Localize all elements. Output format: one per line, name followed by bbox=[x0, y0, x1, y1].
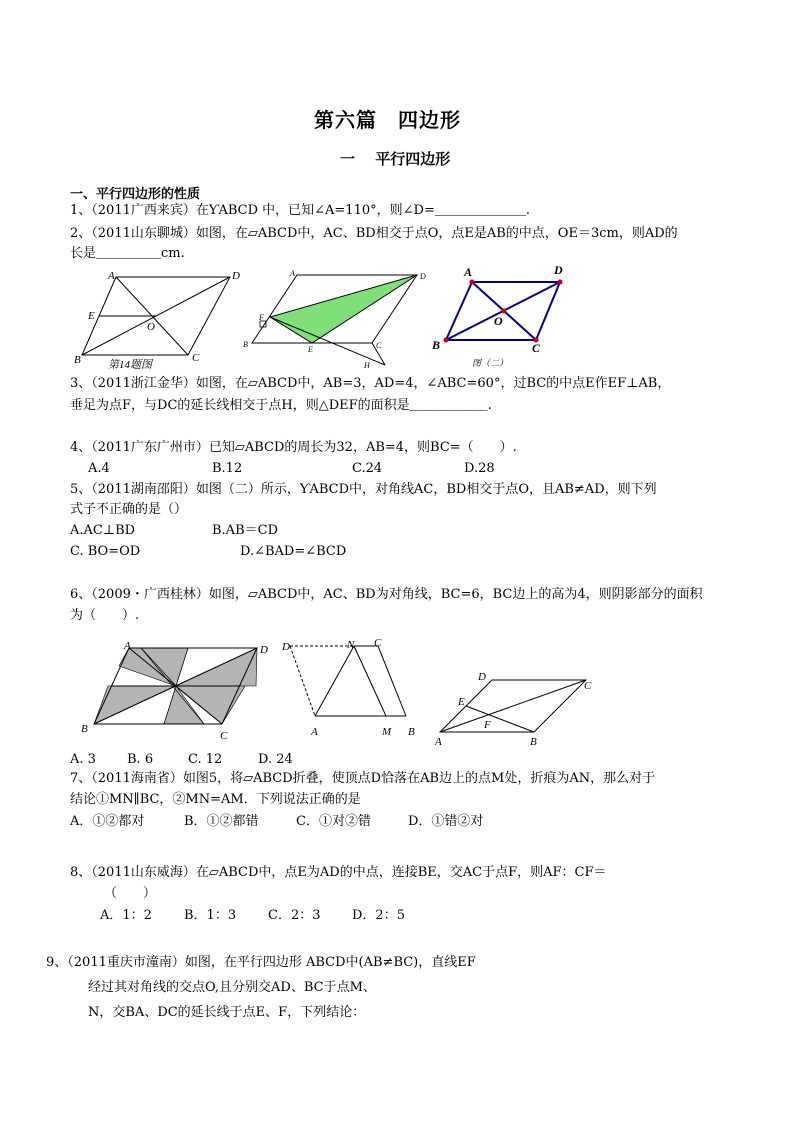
figure-caption: 图（二） bbox=[472, 358, 509, 368]
q5-option-c: C. BO=OD bbox=[70, 544, 141, 559]
label-c: C bbox=[584, 680, 592, 692]
label-a: A bbox=[464, 265, 473, 279]
label-h: H bbox=[364, 361, 370, 370]
q6-option-c: C. 12 bbox=[188, 752, 223, 767]
label-e: E bbox=[458, 696, 465, 708]
question-7-line2: 结论①MN∥BC，②MN=AM．下列说法正确的是 bbox=[70, 792, 361, 807]
label-o: O bbox=[494, 314, 503, 328]
q5-option-b: B.AB＝CD bbox=[212, 523, 278, 538]
label-b: B bbox=[530, 736, 537, 748]
q5-option-a: A.AC⊥BD bbox=[70, 523, 136, 538]
q7-option-a: A．①②都对 bbox=[70, 814, 145, 829]
label-a: A bbox=[435, 736, 442, 748]
question-2-line1: 2、（2011山东聊城）如图，在▱ABCD中，AC、BD相交于点O，点E是AB的中点，OE＝3cm，则AD的 bbox=[70, 226, 678, 241]
question-2-line2: 长是＿＿＿＿＿cm. bbox=[70, 246, 185, 261]
question-8-line1: 8、（2011山东威海）在▱ABCD中，点E为AD的中点，连接BE，交AC于点F，则AF：CF＝ bbox=[70, 865, 607, 880]
label-b: B bbox=[81, 723, 88, 735]
question-9-line3: N，交BA、DC的延长线于点E、F，下列结论： bbox=[88, 1005, 366, 1020]
q4-option-d: D.28 bbox=[464, 461, 495, 476]
label-d: D bbox=[232, 270, 240, 282]
label-c: C bbox=[374, 637, 382, 649]
question-1: 1、（2011广西来宾）在ƳABCD 中，已知∠A=110°，则∠D=＿＿＿＿＿＿＿. bbox=[70, 203, 530, 218]
label-d: D bbox=[554, 263, 563, 277]
q6-option-d: D. 24 bbox=[258, 752, 293, 767]
label-c: C bbox=[192, 352, 200, 364]
label-f: F bbox=[259, 313, 264, 322]
q5-option-d: D.∠BAD=∠BCD bbox=[240, 544, 347, 559]
label-a: A bbox=[290, 269, 295, 278]
label-c: C bbox=[532, 341, 541, 355]
label-b: B bbox=[432, 338, 441, 352]
label-a: A bbox=[124, 640, 131, 652]
label-b: B bbox=[243, 340, 248, 349]
label-d: D bbox=[260, 644, 268, 656]
label-b: B bbox=[408, 726, 415, 738]
q4-option-a: A.4 bbox=[88, 461, 110, 476]
label-d: D bbox=[282, 641, 290, 653]
label-o: O bbox=[147, 321, 155, 333]
figure-parallelogram-ef bbox=[430, 665, 600, 750]
label-d: D bbox=[478, 671, 486, 683]
figure-shaded-pinwheel bbox=[78, 636, 274, 746]
figure-14-parallelogram bbox=[70, 265, 250, 370]
q6-option-a: A. 3 bbox=[70, 752, 96, 767]
label-n: N bbox=[347, 639, 355, 651]
label-b: B bbox=[74, 354, 81, 366]
question-4: 4、（2011广东广州市）已知▱ABCD的周长为32，AB=4，则BC=（ ）. bbox=[70, 440, 517, 455]
label-d: D bbox=[420, 272, 426, 281]
question-3-line2: 垂足为点F，与DC的延长线相交于点H，则△DEF的面积是＿＿＿＿＿＿. bbox=[70, 398, 492, 413]
q7-option-d: D．①错②对 bbox=[408, 814, 484, 829]
figure-shaded-triangle bbox=[240, 265, 430, 370]
label-c: C bbox=[220, 730, 228, 742]
label-m: M bbox=[382, 726, 392, 738]
question-8-line2: （ ） bbox=[104, 886, 157, 901]
label-f: F bbox=[484, 719, 491, 731]
question-5-line2: 式子不正确的是（） bbox=[70, 502, 188, 517]
q8-option-a: A．1：2 bbox=[100, 908, 152, 923]
figure-2-parallelogram bbox=[430, 262, 580, 370]
label-a: A bbox=[311, 726, 318, 738]
page-title: 第六篇 四边形 bbox=[314, 108, 461, 132]
question-6-line2: 为（ ）. bbox=[70, 608, 140, 623]
q7-option-b: B．①②都错 bbox=[184, 814, 259, 829]
q6-option-b: B. 6 bbox=[127, 752, 154, 767]
q8-option-d: D．2：5 bbox=[352, 908, 405, 923]
q8-option-c: C．2：3 bbox=[268, 908, 321, 923]
question-9-line2: 经过其对角线的交点O,且分别交AD、BC于点M、 bbox=[88, 980, 376, 995]
q7-option-c: C．①对②错 bbox=[296, 814, 371, 829]
q4-option-b: B.12 bbox=[212, 461, 243, 476]
question-7-line1: 7、（2011海南省）如图5，将▱ABCD折叠，使顶点D恰落在AB边上的点M处，折痕为AN，那么对于 bbox=[70, 771, 656, 786]
label-a: A bbox=[108, 270, 115, 282]
q4-option-c: C.24 bbox=[352, 461, 383, 476]
section-heading: 一、平行四边形的性质 bbox=[70, 187, 201, 202]
label-c: C bbox=[376, 341, 382, 350]
q8-option-b: B．1：3 bbox=[184, 908, 237, 923]
section-subtitle: 一 平行四边形 bbox=[340, 150, 451, 168]
figure-5-folded bbox=[278, 634, 428, 744]
figure-caption: 第14题图 bbox=[108, 359, 152, 371]
question-3-line1: 3、（2011浙江金华）如图，在▱ABCD中，AB=3，AD=4，∠ABC=60°，过BC的中点E作EF⊥AB， bbox=[70, 376, 671, 391]
label-e: E bbox=[308, 345, 313, 354]
question-6-line1: 6、（2009・广西桂林）如图，▱ABCD中，AC、BD为对角线，BC=6，BC边上的高为4，则阴影部分的面积 bbox=[70, 587, 703, 602]
question-9-line1: 9、（2011重庆市潼南）如图，在平行四边形 ABCD中(AB≠BC)，直线EF bbox=[46, 955, 476, 970]
question-5-line1: 5、（2011湖南邵阳）如图（二）所示，ƳABCD中，对角线AC，BD相交于点O，且AB≠AD，则下列 bbox=[70, 482, 657, 497]
label-e: E bbox=[88, 310, 95, 322]
